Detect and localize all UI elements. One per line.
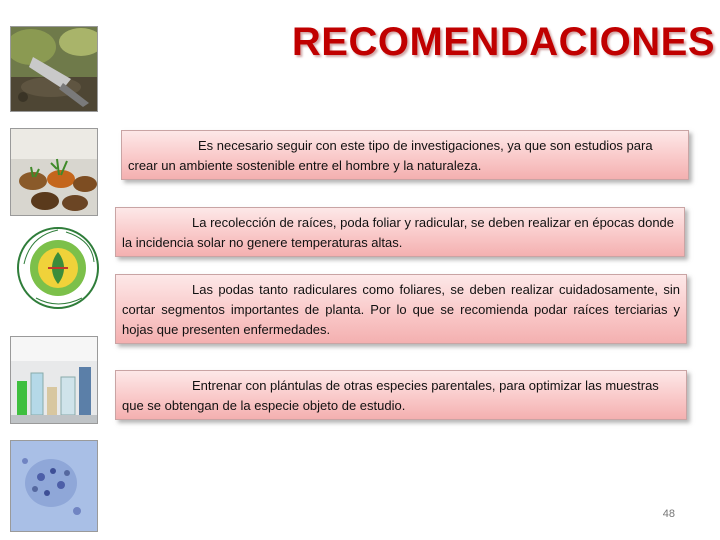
recommendation-text: La recolección de raíces, poda foliar y radicular, se deben realizar en épocas donde la incidencia solar no genere temperaturas altas. (122, 215, 675, 250)
seedlings-cups-photo (10, 128, 98, 216)
slide-title: RECOMENDACIONES (291, 20, 715, 64)
recommendation-text: Es necesario seguir con este tipo de investigaciones, ya que son estudios para crear un ambiente sostenible entre el hombre y la naturaleza. (128, 138, 653, 173)
recommendation-text: Entrenar con plántulas de otras especies parentales, para optimizar las muestras que se obtengan de la especie objeto de estudio. (122, 378, 659, 413)
microscope-cells-photo (10, 440, 98, 532)
lab-bottles-photo (10, 336, 98, 424)
recommendation-box-1 (121, 130, 689, 180)
biotecnologia-logo (12, 222, 102, 314)
recommendation-box-3 (115, 274, 687, 344)
trowel-soil-photo (10, 26, 98, 112)
recommendation-box-4 (115, 370, 687, 420)
page-number: 48 (662, 508, 675, 520)
recommendation-box-2 (115, 207, 685, 257)
recommendation-text: Las podas tanto radiculares como foliares, se deben realizar cuidadosamente, sin cortar segmentos importantes de planta. Por lo que se recomienda podar raíces terciarias y hojas que presenten enfermedades. (122, 282, 680, 337)
